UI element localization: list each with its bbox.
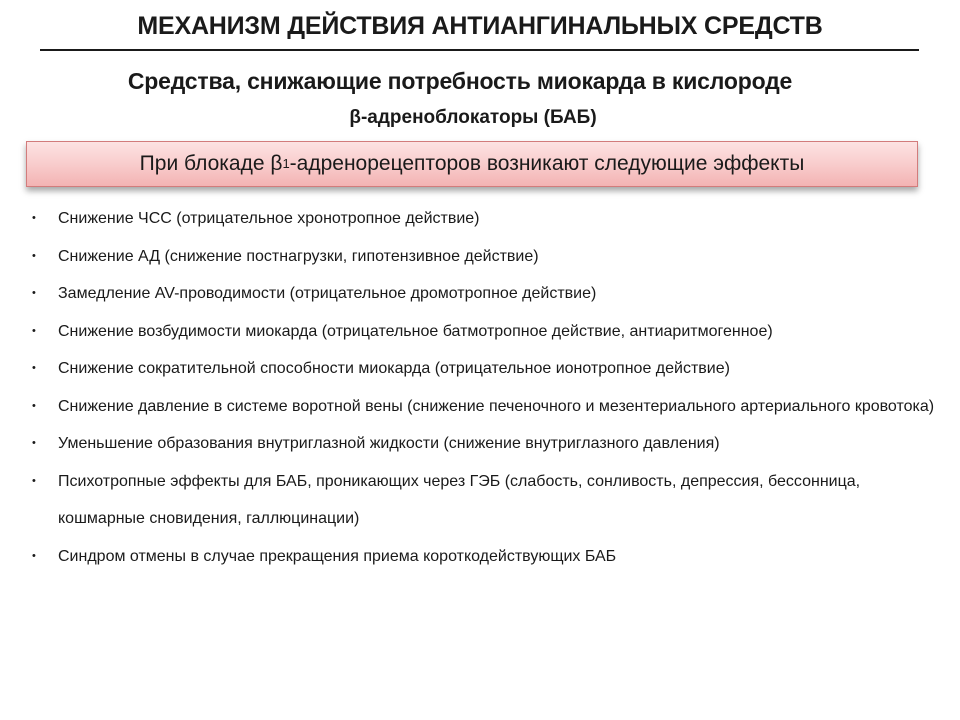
list-item — [30, 388, 940, 426]
slide-title: МЕХАНИЗМ ДЕЙСТВИЯ АНТИАНГИНАЛЬНЫХ СРЕДСТВ — [137, 12, 823, 40]
bullet-icon: • — [32, 212, 36, 224]
bullet-icon: • — [32, 399, 36, 412]
effect-text: Снижение возбудимости миокарда (отрицательное батмотропное действие, антиаритмогенное) — [58, 322, 773, 340]
list-item — [30, 463, 940, 538]
effect-text: Снижение ЧСС (отрицательное хронотропное действие) — [58, 210, 480, 227]
bullet-icon: • — [32, 437, 36, 449]
bullet-icon: • — [32, 249, 36, 262]
callout-text-start: При блокаде β — [139, 152, 283, 175]
effect-text: Синдром отмены в случае прекращения приема короткодействующих БАБ — [58, 547, 617, 565]
effects-callout-box: При блокаде β 1 -адренорецепторов возникают следующие эффекты — [26, 141, 918, 187]
title-divider — [40, 49, 919, 51]
callout-text-end: -адренорецепторов возникают следующие эффекты — [289, 152, 805, 175]
effect-text: Замедление AV-проводимости (отрицательное дромотропное действие) — [58, 285, 597, 302]
bullet-icon: • — [32, 324, 36, 337]
slide-subtitle: Средства, снижающие потребность миокарда в кислороде — [127, 68, 793, 94]
effect-text: Психотропные эффекты для БАБ, проникающих через ГЭБ (слабость, сонливость, депрессия, бессонница, кошмарные сновидения, галлюцинации) — [58, 472, 861, 527]
bullet-icon: • — [32, 549, 36, 562]
drug-group-heading: β-адреноблокаторы (БАБ) — [349, 107, 597, 128]
effect-text: Снижение сократительной способности миокарда (отрицательное ионотропное действие) — [58, 360, 730, 377]
bullet-icon: • — [32, 287, 36, 299]
bullet-icon: • — [32, 362, 36, 374]
effects-list — [30, 200, 940, 575]
effect-text: Снижение АД (снижение постнагрузки, гипотензивное действие) — [58, 247, 539, 265]
list-item — [30, 313, 940, 351]
list-item — [30, 275, 940, 313]
list-item — [30, 200, 940, 238]
list-item — [30, 538, 940, 576]
effect-text: Снижение давление в системе воротной вены (снижение печеночного и мезентериального артериального кровотока) — [58, 397, 935, 415]
list-item — [30, 350, 940, 388]
effect-text: Уменьшение образования внутриглазной жидкости (снижение внутриглазного давления) — [58, 435, 720, 452]
bullet-icon: • — [32, 474, 36, 487]
list-item — [30, 238, 940, 276]
list-item — [30, 425, 940, 463]
